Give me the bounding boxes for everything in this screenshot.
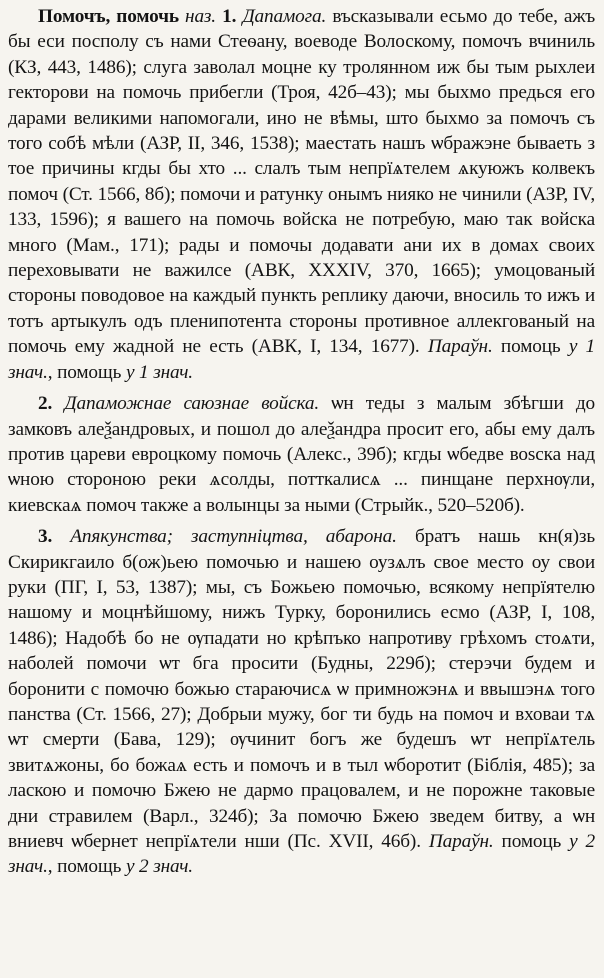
sense-2-number: 2. (38, 393, 53, 415)
sense-3-parallel-ref-1: у 2 знач. (8, 831, 595, 878)
sense-3-parallel-label: Параўн. (428, 831, 494, 852)
sense-3-parallel-word-2: помощь (57, 856, 122, 878)
sense-1-number: 1. (222, 6, 237, 27)
sense-3-number: 3. (38, 526, 53, 548)
sense-2-gloss: Дапаможнае саюзнае войска. (64, 393, 320, 415)
sense-1-parallel-ref-2: у 1 знач. (125, 361, 193, 383)
sense-1-gloss: Дапамога. (242, 6, 327, 27)
sense-3-gloss: Апякунства; заступніцтва, абарона. (70, 526, 397, 548)
sense-3-parallel-separator: , (47, 856, 58, 878)
part-of-speech: наз. (185, 6, 216, 27)
sense-2-paragraph (8, 391, 595, 518)
sense-3-examples: братъ нашь кн(я)зь Скирикгаило б(ож)ьею помочью и нашею оузѧлъ свое место оу свои руки (ПГ, I, 53, 1387); мы, съ Божьею помочью, всякому непрїятелю нашому и моцнѣйшому, нижъ Турку, боронились есмо (АЗР, I, 108, 1486); Надобѣ бо не ѹпадати но крѣпъко напротиву грѣхомъ стоѧти, наболей помочи ѡт бга просити (Будны, 229б); стерэчи будем и боронити с помочю божью стараючисѧ ѡ примножэнѧ и ввышэнѧ того панства (Ст. 1566, 27); Добрыи мужу, бог ти будь на помоч и вховаи тѧ ѡт смерти (Бава, 129); ѹчинит богъ же будешъ ѡт непрїѧтель звитѧжоны, бо божаѧ есть и помочъ и в тыл ѡборотит (Біблія, 485); за ласкою и помочю Бжею не дармо працовалем, и не порожне таковые дни стравилем (Варл., 324б); За помочю Бжею зведем битву, а ѡн вниевч ѡбернет непрїѧтели нши (Пс. XVII, 46б). (8, 526, 595, 852)
sense-1-parallel-word-2: помощь (57, 361, 122, 383)
sense-1-parallel-word-1: помоць (500, 336, 561, 358)
headword: Помочъ, помочь (38, 6, 179, 27)
sense-3-parallel-word-1: помоць (501, 831, 562, 852)
sense-1-examples: въсказывали есьмо до тебе, ажъ бы еси посполу съ нами Стеѳану, воеводе Волоскому, помочъ вчиниль (КЗ, 443, 1486); слуга заволал моцне ку тролянном иж бы тым рыхлеи гекторови на помочь прибегли (Троя, 42б–43); мы быхмо предься его дарами великими напомогали, ино не вѣмы, што быхмо за помочъ съ того собѣ мѣли (АЗР, II, 346, 1538); маестать нашъ ѡбражэне бываеть з тое причины кгды бы хто ... слалъ тым непрїѧтелем ѧкуюжъ колвекъ помоч (Ст. 1566, 8б); помочи и ратунку онымъ нияко не чинили (АЗР, IV, 133, 1596); я вашего на помочь войска не потребую, маю так войска много (Мам., 171); рады и помочы додавати ани их в домах своих переховывати не важилсе (АВК, XXXIV, 370, 1665); умоцованый стороны поводовое на каждый пункть реплику даючи, вносиль то ижъ и тотъ артыкулъ одъ пленипотента стороны противное аллекгованый на помочь ему жадной не есть (АВК, I, 134, 1677). (8, 6, 596, 358)
sense-2-examples: ѡн теды з малым збѣгши до замковъ алеѯандровых, и пошол до алеѯандра просит его, абы ему далъ против цареви евроцкому помочь (Алекс., 39б); кгды ѡбедве воѕска над ѡною стороною реки ѧсолды, потткалисѧ ... пинщане перхнѹли, киевскаѧ помоч также а волынцы за ными (Стрыйк., 520–520б). (8, 393, 596, 516)
sense-1-parallel-separator: , (47, 361, 58, 383)
sense-3-paragraph (8, 524, 595, 880)
sense-3-parallel-ref-2: у 2 знач. (125, 856, 193, 878)
sense-1-parallel-label: Параўн. (427, 336, 493, 358)
sense-1-paragraph (8, 4, 595, 385)
sense-1-parallel-ref-1: у 1 знач. (8, 336, 596, 383)
